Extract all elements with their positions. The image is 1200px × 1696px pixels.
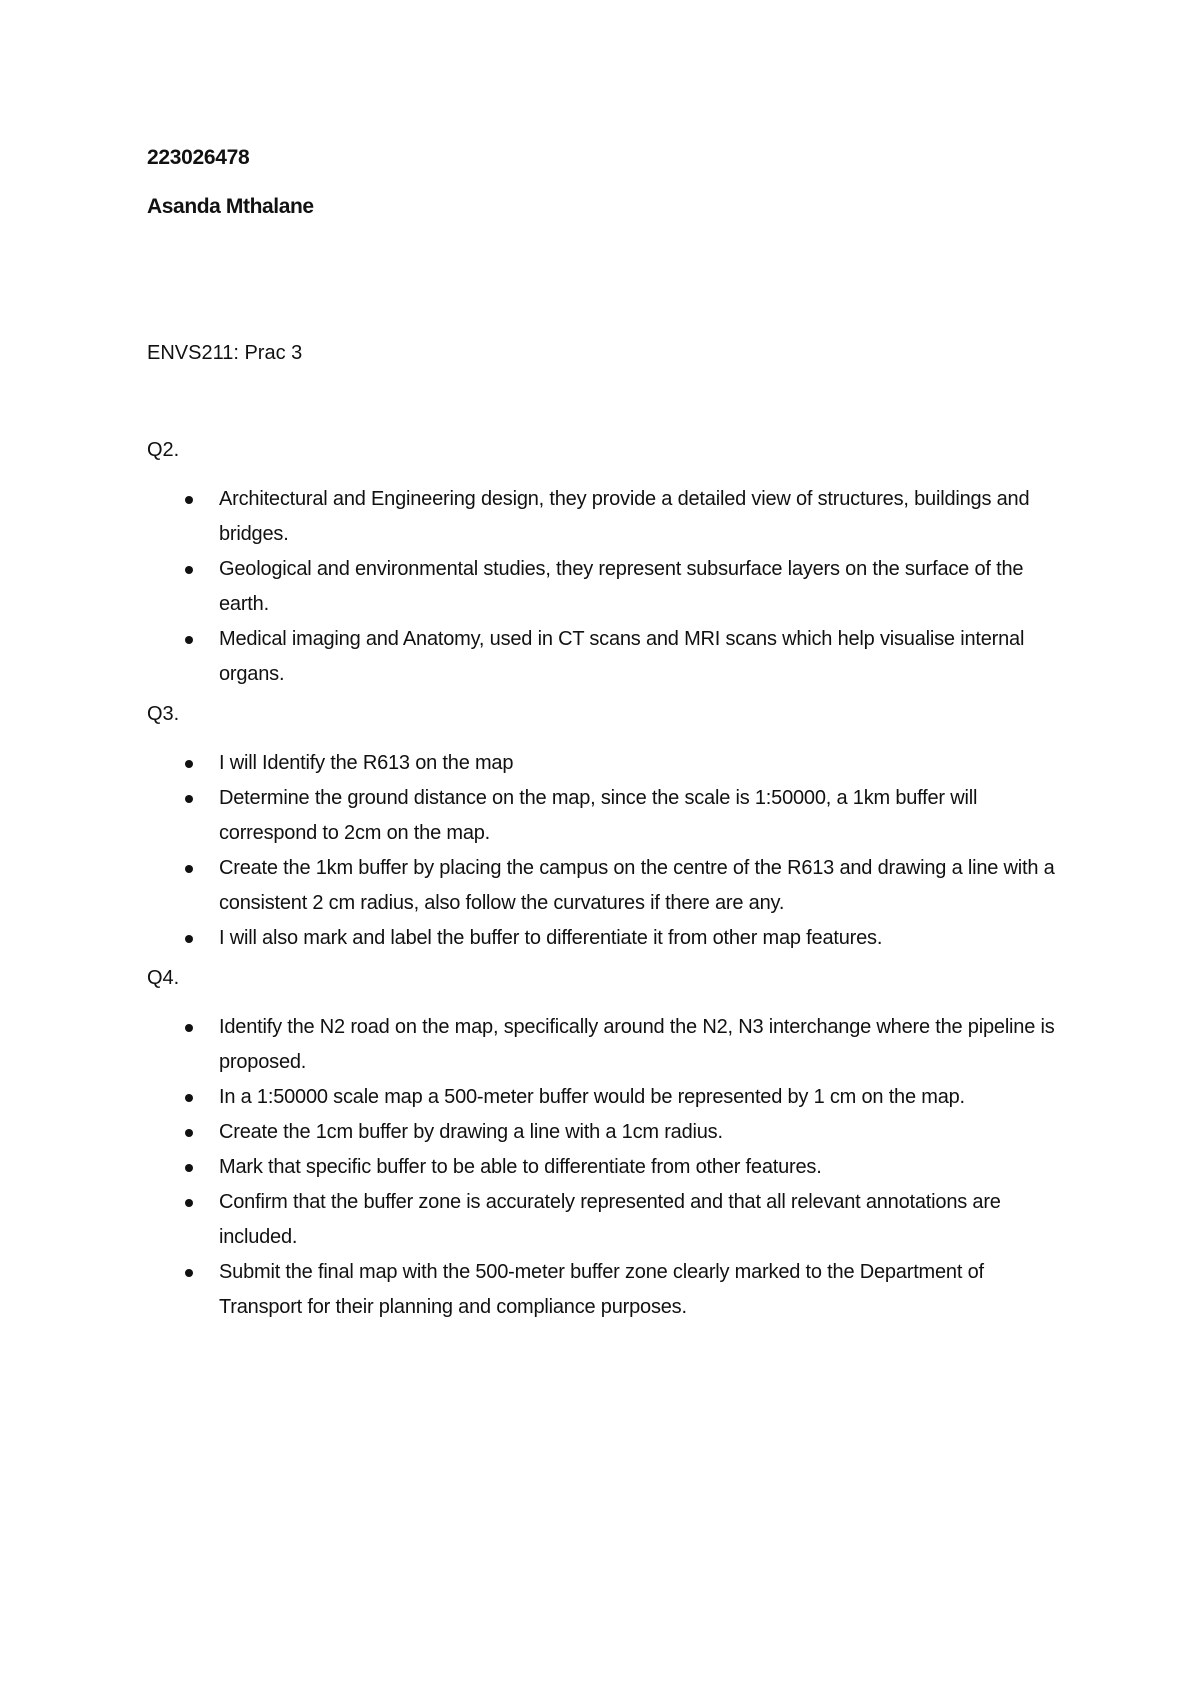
list-item bbox=[147, 746, 1067, 781]
bullet-icon bbox=[185, 566, 193, 574]
list-item-text: I will Identify the R613 on the map bbox=[219, 752, 514, 775]
list-item bbox=[147, 482, 1067, 552]
list-item-text: Create the 1km buffer by placing the campus on the centre of the R613 and drawing a line with a consistent 2 cm radius, also follow the curvatures if there are any. bbox=[219, 857, 1055, 915]
list-item bbox=[147, 1010, 1067, 1080]
list-item-text: Identify the N2 road on the map, specifically around the N2, N3 interchange where the pipeline is proposed. bbox=[219, 1016, 1055, 1074]
list-item bbox=[147, 1115, 1067, 1150]
bullet-icon bbox=[185, 1129, 193, 1137]
bullet-icon bbox=[185, 935, 193, 943]
list-item-text: Determine the ground distance on the map, since the scale is 1:50000, a 1km buffer will correspond to 2cm on the map. bbox=[219, 787, 978, 845]
answer-list-q4 bbox=[147, 1010, 1067, 1325]
bullet-icon bbox=[185, 760, 193, 768]
list-item-text: I will also mark and label the buffer to differentiate it from other map features. bbox=[219, 927, 883, 950]
student-id: 223026478 bbox=[147, 146, 250, 169]
bullet-icon bbox=[185, 795, 193, 803]
bullet-icon bbox=[185, 1199, 193, 1207]
bullet-icon bbox=[185, 1164, 193, 1172]
bullet-icon bbox=[185, 1269, 193, 1277]
list-item-text: Architectural and Engineering design, they provide a detailed view of structures, buildings and bridges. bbox=[219, 488, 1030, 546]
student-name: Asanda Mthalane bbox=[147, 195, 314, 219]
list-item bbox=[147, 1150, 1067, 1185]
list-item bbox=[147, 622, 1067, 692]
list-item-text: Confirm that the buffer zone is accurately represented and that all relevant annotations are included. bbox=[219, 1191, 1001, 1249]
list-item bbox=[147, 921, 1067, 956]
question-label-q4: Q4. bbox=[147, 967, 180, 990]
list-item bbox=[147, 552, 1067, 622]
list-item bbox=[147, 1185, 1067, 1255]
bullet-icon bbox=[185, 865, 193, 873]
list-item-text: Geological and environmental studies, they represent subsurface layers on the surface of the earth. bbox=[219, 558, 1024, 616]
list-item bbox=[147, 781, 1067, 851]
answer-list-q3 bbox=[147, 746, 1067, 956]
answer-list-q2 bbox=[147, 482, 1067, 692]
list-item bbox=[147, 851, 1067, 921]
list-item-text: Create the 1cm buffer by drawing a line with a 1cm radius. bbox=[219, 1121, 723, 1144]
question-label-q3: Q3. bbox=[147, 703, 180, 726]
course-title: ENVS211: Prac 3 bbox=[147, 342, 303, 365]
list-item-text: In a 1:50000 scale map a 500-meter buffer would be represented by 1 cm on the map. bbox=[219, 1086, 965, 1109]
question-label-q2: Q2. bbox=[147, 439, 180, 462]
list-item bbox=[147, 1255, 1067, 1325]
document-content bbox=[147, 145, 1067, 1325]
list-item-text: Medical imaging and Anatomy, used in CT scans and MRI scans which help visualise internal organs. bbox=[219, 628, 1025, 686]
bullet-icon bbox=[185, 1024, 193, 1032]
bullet-icon bbox=[185, 1094, 193, 1102]
list-item-text: Submit the final map with the 500-meter buffer zone clearly marked to the Department of Transport for their planning and compliance purposes. bbox=[219, 1261, 984, 1319]
list-item-text: Mark that specific buffer to be able to differentiate from other features. bbox=[219, 1156, 822, 1179]
bullet-icon bbox=[185, 496, 193, 504]
bullet-icon bbox=[185, 636, 193, 644]
list-item bbox=[147, 1080, 1067, 1115]
